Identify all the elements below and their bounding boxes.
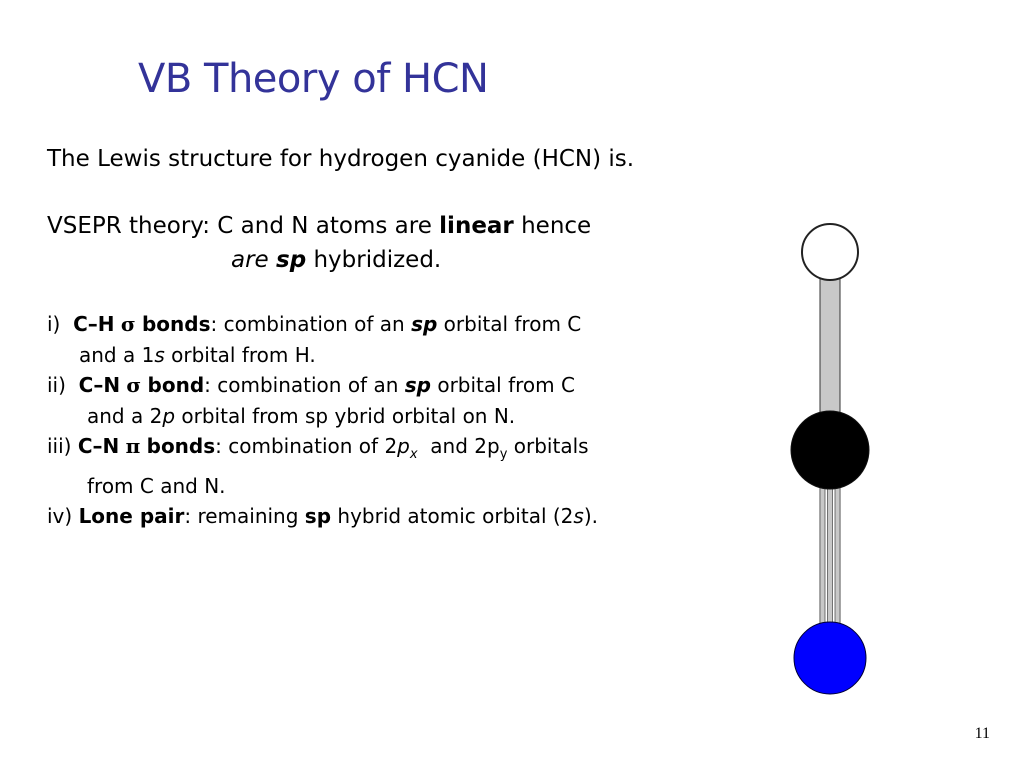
vsepr-hence: hence <box>513 213 592 239</box>
item-text: orbital from C <box>437 312 582 336</box>
item-text: orbital from sp ybrid orbital on N. <box>175 403 516 428</box>
sigma-symbol: σ <box>126 373 142 397</box>
vsepr-linear: linear <box>439 213 514 239</box>
page-number: 11 <box>974 725 990 742</box>
item-head: Lone pair <box>78 504 185 528</box>
item-head: C–N <box>78 373 121 397</box>
h-c-bond <box>820 270 840 420</box>
item-subscript: x <box>409 447 418 462</box>
nitrogen-atom <box>794 622 866 694</box>
item-head: C–N <box>77 434 120 458</box>
item-head: C–H <box>73 312 115 336</box>
item-sp: sp <box>404 373 431 397</box>
item-sp: sp <box>304 504 332 528</box>
item-head2: bonds <box>146 434 216 458</box>
vsepr-are: are <box>231 247 269 273</box>
vsepr-text: VSEPR theory: C and N atoms are <box>47 213 440 239</box>
item-text: : combination of 2 <box>215 434 398 458</box>
item-text: and a 1 <box>79 342 155 367</box>
vsepr-paragraph <box>47 209 591 277</box>
item-text: from C and N. <box>87 473 226 498</box>
item-prefix: i) <box>47 312 61 336</box>
list-item-continuation <box>47 340 598 371</box>
item-prefix: iii) <box>47 434 72 458</box>
item-italic: p <box>162 403 176 428</box>
item-italic: s <box>573 504 584 528</box>
hcn-ball-and-stick-model <box>780 220 880 700</box>
vsepr-sp: sp <box>276 247 307 273</box>
item-subscript: y <box>499 447 508 462</box>
list-item-continuation <box>47 471 598 502</box>
list-item-continuation <box>47 401 598 432</box>
item-italic: s <box>154 342 165 367</box>
list-item <box>47 431 598 471</box>
item-prefix: ii) <box>47 373 66 397</box>
item-text: and a 2 <box>87 403 163 428</box>
item-head2: bond <box>147 373 205 397</box>
item-text: ). <box>583 504 598 528</box>
item-head2: bonds <box>141 312 211 336</box>
bond-list <box>47 309 598 532</box>
item-text: : remaining <box>184 504 305 528</box>
list-item <box>47 309 598 340</box>
item-sp: sp <box>411 312 438 336</box>
lewis-line: The Lewis structure for hydrogen cyanide (HCN) is. <box>47 146 635 172</box>
pi-symbol: π <box>125 434 141 458</box>
carbon-atom <box>791 411 869 489</box>
item-text: : combination of an <box>210 312 412 336</box>
item-italic: p <box>397 434 410 458</box>
item-text: hybrid atomic orbital (2 <box>331 504 574 528</box>
sigma-symbol: σ <box>120 312 136 336</box>
item-text: orbitals <box>507 434 589 458</box>
list-item <box>47 501 598 532</box>
item-text: : combination of an <box>204 373 405 397</box>
slide-title: VB Theory of HCN <box>138 56 489 102</box>
vsepr-hybridized: hybridized. <box>306 247 442 273</box>
item-prefix: iv) <box>47 504 73 528</box>
list-item <box>47 370 598 401</box>
item-text: orbital from H. <box>164 342 316 367</box>
item-text: orbital from C <box>430 373 575 397</box>
hydrogen-atom <box>802 224 858 280</box>
item-text: and 2p <box>417 434 500 458</box>
